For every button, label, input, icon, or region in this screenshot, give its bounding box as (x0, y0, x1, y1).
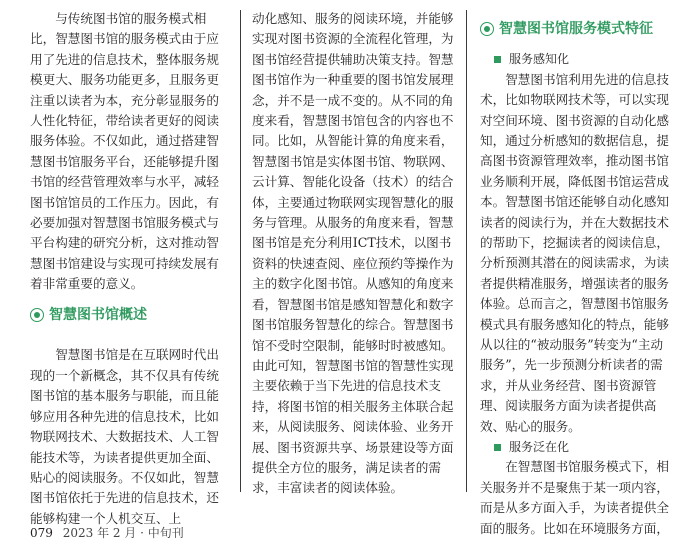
journal-issue: 2023 年 2 月 · 中旬刊 (62, 526, 184, 540)
section-heading-overview (30, 305, 228, 325)
subheading-text: 服务感知化 (509, 52, 570, 67)
section-bullet-icon (30, 308, 44, 322)
section-heading-text: 智慧图书馆概述 (49, 306, 147, 323)
perception-paragraph: 智慧图书馆利用先进的信息技术，比如物联网技术等，可以实现对空间环境、图书资源的自动化感知，通过分析感知的数据信息，提高图书资源管理效率，推动图书馆业务顺利开展，降低图书馆运营成本。智慧图书馆还能够自动化感知读者的阅读行为，并在大数据技术的帮助下，挖掘读者的阅读信息，分析预测其潜在的阅读需求，为读者提供精准服务，增强读者的服务体验。总而言之，智慧图书馆服务模式具有服务感知化的特点，能够从以往的“被动服务”转变为“主动服务”，先一步预测分析读者的需求，并从业务经营、图书资源管理、阅读服务方面为读者提供高效、贴心的服务。 (480, 71, 669, 434)
column-divider (466, 10, 467, 492)
column-3 (480, 9, 672, 539)
section-heading-text: 智慧图书馆服务模式特征 (499, 21, 653, 37)
page-number: 079 (30, 526, 53, 540)
ubiquity-paragraph: 在智慧图书馆服务模式下，相关服务并不是聚焦于某一项内容，而是从多方面入手，为读者提供全面的服务。比如在环境服务方面， (480, 459, 669, 536)
page-footer (30, 524, 184, 541)
section-heading-features (480, 19, 672, 39)
square-bullet-icon (494, 56, 501, 63)
square-bullet-icon (494, 444, 501, 451)
subheading-ubiquity (480, 437, 672, 457)
subheading-text: 服务泛在化 (509, 440, 570, 455)
column-1 (30, 9, 228, 529)
subheading-perception (480, 49, 672, 69)
intro-paragraph: 与传统图书馆的服务模式相比，智慧图书馆的服务模式由于应用了先进的信息技术，整体服务规模更大、服务功能更多，且服务更注重以读者为本，充分彰显服务的人性化特征，带给读者更好的阅读服务体验。不仅如此，通过搭建智慧图书馆服务平台，还能够提升图书馆的经营管理效率与水平，减轻图书馆馆员的工作压力。因此，有必要加强对智慧图书馆服务模式与平台构建的研究分析，这对推动智慧图书馆建设与实现可持续发展有着非常重要的意义。 (30, 11, 219, 292)
column-divider (240, 10, 241, 492)
continued-paragraph: 动化感知、服务的阅读环境，并能够实现对图书资源的全流程化管理，为图书馆经营提供辅助决策支持。智慧图书馆作为一种重要的图书馆发展理念，并不是一成不变的。从不同的角度来看，智慧图书馆包含的内容也不同。比如，从智能计算的角度来看，智慧图书馆是实体图书馆、物联网、云计算、智能化设备（技术）的结合体，主要通过物联网实现智慧化的服务与管理。从服务的角度来看，智慧图书馆是充分利用ICT技术，以图书资料的快速查阅、座位预约等操作为主的数字化图书馆。从感知的角度来看，智慧图书馆是感知智慧化和数字图书馆服务智慧化的综合。智慧图书馆不受时空限制，能够时时被感知。由此可知，智慧图书馆的智慧性实现主要依赖于当下先进的信息技术支持，将图书馆的相关服务主体联合起来，从阅读服务、阅读体验、业务开展、图书资源共享、场景建设等方面提供全方位的服务，满足读者的需求，丰富读者的阅读体验。 (252, 11, 454, 496)
overview-paragraph: 智慧图书馆是在互联网时代出现的一个新概念，其不仅具有传统图书馆的基本服务与职能，而且能够应用各种先进的信息技术，比如物联网技术、大数据技术、人工智能技术等，为读者提供更加全面、贴心的阅读服务。不仅如此，智慧图书馆依托于先进的信息技术，还能够构建一个人机交互、上 (30, 347, 219, 526)
column-2 (252, 9, 458, 499)
section-bullet-icon (480, 22, 494, 36)
